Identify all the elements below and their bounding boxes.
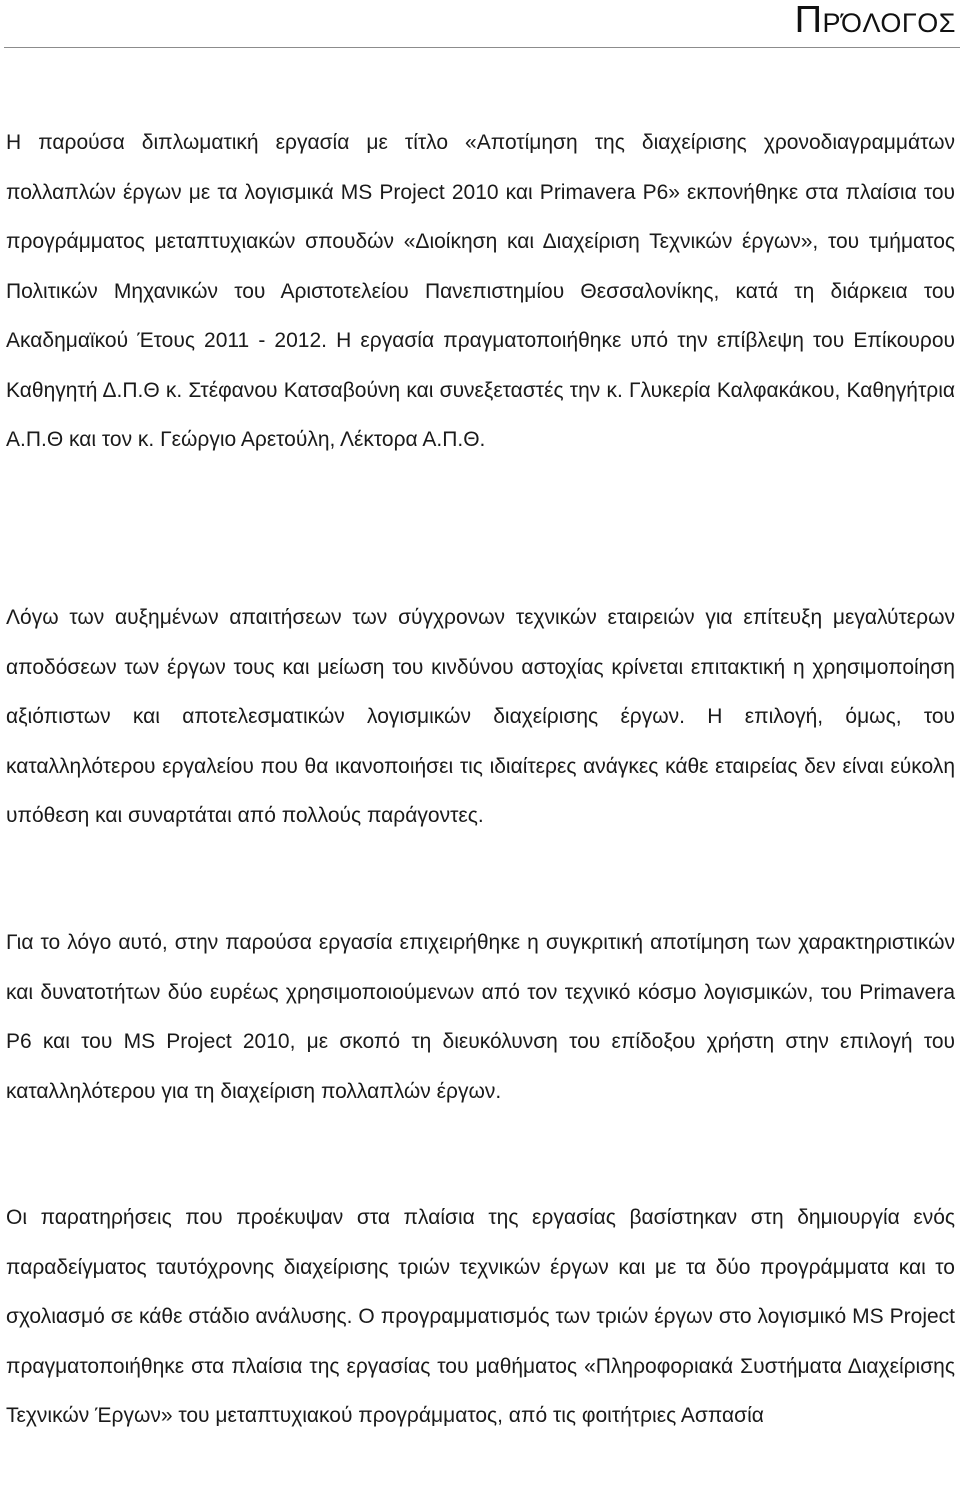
page-title: Πρόλογος [794, 0, 956, 41]
paragraph-motivation: Λόγω των αυξημένων απαιτήσεων των σύγχρονων τεχνικών εταιρειών για επίτευξη μεγαλύτερων αποδόσεων των έργων τους και μείωση του κινδύνου αστοχίας κρίνεται επιτακτική η χρησιμοποίηση αξιόπιστων και αποτελεσματικών λογισμικών διαχείρισης έργων. Η επιλογή, όμως, του καταλληλότερου εργαλείου που θα ικανοποιήσει τις ιδιαίτερες ανάγκες κάθε εταιρείας δεν είναι εύκολη υπόθεση και συναρτάται από πολλούς παράγοντες. [6, 606, 955, 827]
paragraph-purpose: Για το λόγο αυτό, στην παρούσα εργασία επιχειρήθηκε η συγκριτική αποτίμηση των χαρακτηριστικών και δυνατοτήτων δύο ευρέως χρησιμοποιούμενων από τον τεχνικό κόσμο λογισμικών, του Primavera P6 και του MS Project 2010, με σκοπό τη διευκόλυνση του επίδοξου χρήστη στην επιλογή του καταλληλότερου για τη διαχείριση πολλαπλών έργων. [6, 931, 955, 1103]
paragraph-observations: Οι παρατηρήσεις που προέκυψαν στα πλαίσια της εργασίας βασίστηκαν στη δημιουργία ενός παραδείγματος ταυτόχρονης διαχείρισης τριών τεχνικών έργων και με τα δύο προγράμματα και το σχολιασμό σε κάθε στάδιο ανάλυσης. Ο προγραμματισμός των τριών έργων στο λογισμικό MS Project πραγματοποιήθηκε στα πλαίσια της εργασίας του μαθήματος «Πληροφοριακά Συστήματα Διαχείρισης Τεχνικών Έργων» του μεταπτυχιακού προγράμματος, από τις φοιτήτριες Ασπασία [6, 1206, 955, 1427]
title-divider [4, 47, 960, 48]
paragraph-intro: Η παρούσα διπλωματική εργασία με τίτλο «Αποτίμηση της διαχείρισης χρονοδιαγραμμάτων πολλαπλών έργων με τα λογισμικά MS Project 2010 και Primavera P6» εκπονήθηκε στα πλαίσια του προγράμματος μεταπτυχιακών σπουδών «Διοίκηση και Διαχείριση Τεχνικών έργων», του τμήματος Πολιτικών Μηχανικών του Αριστοτελείου Πανεπιστημίου Θεσσαλονίκης, κατά τη διάρκεια του Ακαδημαϊκού Έτους 2011 - 2012. Η εργασία πραγματοποιήθηκε υπό την επίβλεψη του Επίκουρου Καθηγητή Δ.Π.Θ κ. Στέφανου Κατσαβούνη και συνεξεταστές την κ. Γλυκερία Καλφακάκου, Καθηγήτρια Α.Π.Θ και τον κ. Γεώργιο Αρετούλη, Λέκτορα Α.Π.Θ. [6, 131, 955, 451]
